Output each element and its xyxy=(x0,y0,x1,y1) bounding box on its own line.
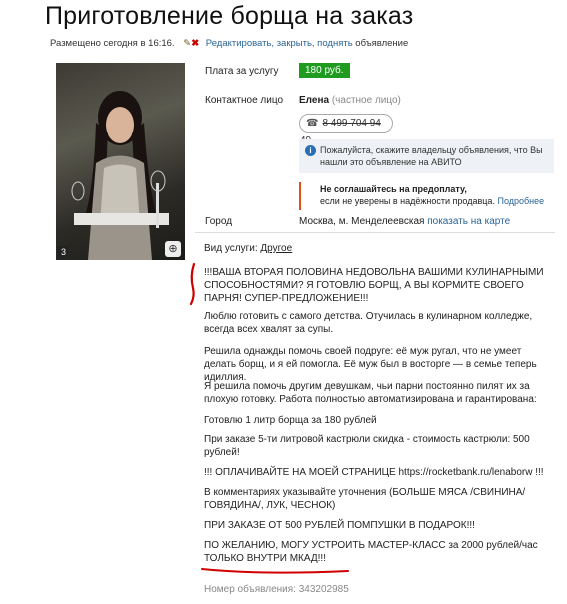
warning-text: если не уверены в надёжности продавца. xyxy=(320,196,495,206)
city-value: Москва, м. Менделеевская xyxy=(299,216,425,227)
description-paragraph: Готовлю 1 литр борща за 180 рублей xyxy=(204,415,377,426)
contact-info xyxy=(299,95,401,106)
phone-button[interactable] xyxy=(299,114,393,133)
description-paragraph: !!!ВАША ВТОРАЯ ПОЛОВИНА НЕДОВОЛЬНА ВАШИМИ КУЛИНАРНЫМИ СПОСОБНОСТЯМИ? Я ГОТОВЛЮ БОРЩ, А ВЫ КОРМИТЕ СВОЕГО ПАРНЯ! СУПЕР-ПРЕДЛОЖЕНИЕ!!! xyxy=(204,267,544,304)
description-paragraph: Люблю готовить с самого детства. Отучилась в кулинарном колледже, всегда всех хвалят за супы. xyxy=(204,311,533,335)
zoom-icon[interactable]: ⊕ xyxy=(165,241,181,257)
description-paragraph: Я решила помочь другим девушкам, чьи парни постоянно пилят их за плохую готовку. Работа полностью автоматизирована и гарантирована: xyxy=(204,381,537,405)
description-paragraph: ПО ЖЕЛАНИЮ, МОГУ УСТРОИТЬ МАСТЕР-КЛАСС за 2000 рублей/час ТОЛЬКО ВНУТРИ МКАД!!! xyxy=(204,540,538,564)
city-label: Город xyxy=(205,216,233,227)
actions-suffix: объявление xyxy=(355,38,409,49)
service-value[interactable]: Другое xyxy=(260,243,293,254)
seller-photo[interactable] xyxy=(56,63,185,260)
contact-type: (частное лицо) xyxy=(331,95,401,106)
photo-count-badge: 3 xyxy=(58,246,69,258)
service-label: Вид услуги: xyxy=(204,243,258,254)
description-paragraph: !!! ОПЛАЧИВАЙТЕ НА МОЕЙ СТРАНИЦЕ https://rocketbank.ru/lenaborw !!! xyxy=(204,467,544,478)
show-map-link[interactable]: показать на карте xyxy=(427,216,511,227)
warning-more-link[interactable]: Подробнее xyxy=(497,196,545,206)
page-title: Приготовление борща на заказ xyxy=(45,2,414,30)
placed-time: Размещено сегодня в 16:16. xyxy=(50,38,175,49)
description-paragraph: ПРИ ЗАКАЗЕ ОТ 500 РУБЛЕЙ ПОМПУШКИ В ПОДАРОК!!! xyxy=(204,520,475,531)
red-underline-mark xyxy=(200,565,350,577)
description-paragraph: При заказе 5-ти литровой кастрюли скидка - стоимость кастрюли: 500 рублей! xyxy=(204,434,530,458)
price-label: Плата за услугу xyxy=(205,66,279,77)
price-badge: 180 руб. xyxy=(299,63,350,78)
city-info xyxy=(299,216,510,227)
phone-icon: ☎ xyxy=(306,118,319,129)
phone-number: 8 499 704 94 xyxy=(322,118,381,129)
description-paragraph: В комментариях указывайте уточнения (БОЛЬШЕ МЯСА /СВИНИНА/ ГОВЯДИНА/, ЛУК, ЧЕСНОК) xyxy=(204,487,526,511)
service-type xyxy=(204,243,292,254)
avito-notice xyxy=(299,139,554,173)
ad-meta xyxy=(50,38,408,49)
contact-label: Контактное лицо xyxy=(205,95,284,106)
divider xyxy=(195,232,555,233)
info-icon: i xyxy=(305,145,316,156)
notice-text: Пожалуйста, скажите владельцу объявления, что Вы нашли это объявление на АВИТО xyxy=(320,145,543,167)
warning-bar xyxy=(299,182,301,210)
prepayment-warning xyxy=(299,182,554,212)
photo-image xyxy=(56,63,185,260)
edit-actions-link[interactable]: Редактировать, закрыть, поднять xyxy=(205,38,353,49)
close-icon[interactable]: ✖ xyxy=(191,38,200,49)
description-paragraph: Решила однажды помочь своей подруге: её муж ругал, что не умеет делать борщ, и я ей помогла. Её муж был в восторге — в семье теперь идиллия. xyxy=(204,346,537,383)
red-pen-mark xyxy=(188,262,198,306)
warning-title: Не соглашайтесь на предоплату, xyxy=(320,184,467,194)
pencil-icon[interactable]: ✎ xyxy=(183,38,192,49)
ad-number: Номер объявления: 343202985 xyxy=(204,584,349,595)
contact-name: Елена xyxy=(299,95,330,106)
